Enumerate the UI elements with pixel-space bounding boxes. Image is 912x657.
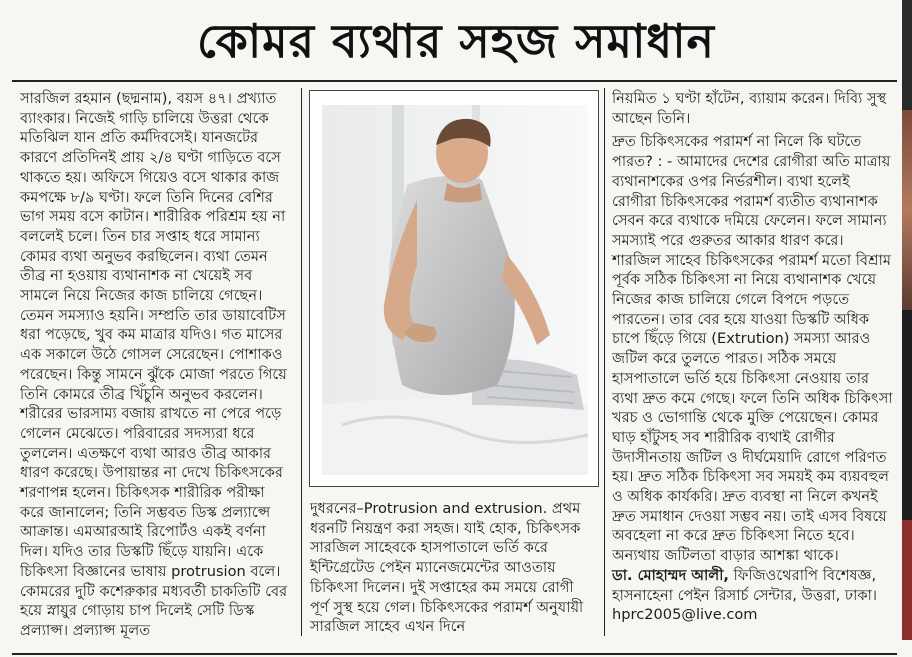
author-signature: [612, 566, 895, 625]
article-column-3: [612, 89, 895, 625]
column-divider-right: [604, 88, 605, 636]
author-details: ফিজিওথেরাপি বিশেষজ্ঞ, হাসনাহেনা পেইন রিসার্চ সেন্টার, উত্তরা, ঢাকা। hprc2005@live.com: [612, 566, 878, 624]
article-column-1: [20, 89, 293, 641]
adjacent-page-edge-dark: [902, 310, 912, 520]
author-name: ডা. মোহাম্মদ আলী,: [612, 566, 729, 584]
column-divider-left: [301, 88, 302, 636]
adjacent-page-edge: [902, 0, 912, 110]
adjacent-page-edge-red: [902, 520, 912, 640]
adjacent-page-edge-photo: [902, 110, 912, 310]
paragraph: দুধরনের–Protrusion and extrusion. প্রথম ধরনটি নিয়ন্ত্রণ করা সহজ। যাই হোক, চিকিৎসক সারজিল সাহেবকে হাসপাতালে ভর্তি করে ইন্টিগ্রেটেড পেইন ম্যানেজমেন্টের আওতায় চিকিৎসা দিলেন। দুই সপ্তাহের কম সময়ে রোগী পূর্ণ সুস্থ হয়ে গেল। চিকিৎসকের পরামর্শ অনুযায়ী সারজিল সাহেব এখন দিনে: [310, 500, 584, 636]
article-column-2: [310, 499, 595, 637]
paragraph: নিয়মিত ১ ঘণ্টা হাঁটেন, ব্যায়াম করেন। দিব্যি সুস্থ আছেন তিনি।: [612, 90, 887, 127]
paragraph: দ্রুত চিকিৎসকের পরামর্শ না নিলে কি ঘটতে পারত? : - আমাদের দেশের রোগীরা অতি মাত্রায় ব্যথানাশকের ওপর নির্ভরশীল। ব্যথা হলেই রোগীরা চিকিৎসকের পরামর্শ ব্যতীত ব্যথানাশক সেবন করে ব্যথাকে দমিয়ে ফেলেন। ফলে সামান্য সমস্যাই পরে গুরুতর আকার ধারণ করে। শারজিল সাহেব চিকিৎসকের পরামর্শ মতো বিশ্রাম পূর্বক সঠিক চিকিৎসা না নিয়ে ব্যথানাশক খেয়ে নিজের কাজ চালিয়ে গেলে বিপদে পড়তে পারতেন। তার বের হয়ে যাওয়া ডিস্কটি অধিক চাপে ছিঁড়ে গিয়ে (Extrution) সমস্যা আরও জটিল করে তুলতে পারত। সঠিক সময়ে হাসপাতালে ভর্তি হয়ে চিকিৎসা নেওয়ায় তার ব্যথা দ্রুত কমে গেছে। ফলে তিনি অধিক চিকিৎসা খরচ ও ভোগান্তি থেকে মুক্তি পেয়েছেন। কোমর ঘাড় হাঁটুসহ সব শারীরিক ব্যথাই রোগীর উদাসীনতায় জটিল ও দীর্ঘমেয়াদি রোগে পরিণত হয়। দ্রুত সঠিক চিকিৎসা সব সময়ই কম ব্যয়বহুল ও অধিক কার্যকরি। দ্রুত ব্যবস্থা না নিলে কখনই দ্রুত সমাধান দেওয়া সম্ভব নয়। তাই এসব বিষয়ে অবহেলা না করে দ্রুত চিকিৎসা নিতে হবে। অন্যথায় জটিলতা বাড়ার আশঙ্কা থাকে।: [612, 133, 893, 565]
paragraph: সারজিল রহমান (ছদ্মনাম), বয়স ৪৭। প্রখ্যাত ব্যাংকার। নিজেই গাড়ি চালিয়ে উত্তরা থেকে মতিঝিল যান প্রতি কর্মদিবসেই। যানজটের কারণে প্রতিদিনই প্রায় ২/৪ ঘণ্টা গাড়িতে বসে থাকতে হয়। অফিসে গিয়েও বসে থাকার কাজ কমপক্ষে ৮/৯ ঘণ্টা। ফলে তিনি দিনের বেশির ভাগ সময় বসে কাটান। শারীরিক পরিশ্রম হয় না বললেই চলে। তিন চার সপ্তাহ ধরে সামান্য কোমর ব্যথা অনুভব করছিলেন। ব্যথা তেমন তীব্র না হওয়ায় ব্যথানাশক না খেয়েই সব সামলে নিয়ে নিজের কাজ চালিয়ে গেছেন। তেমন সমস্যাও হয়নি। সম্প্রতি তার ডায়াবেটিস ধরা পড়েছে, খুব কম মাত্রার যদিও। গত মাসের এক সকালে উঠে গোসল সেরেছেন। পোশাকও পরেছেন। কিন্তু সামনে ঝুঁকে মোজা পরতে গিয়ে তিনি কোমরে তীব্র খিঁচুনি অনুভব করলেন। শরীরের ভারসাম্য বজায় রাখতে না পেরে পড়ে গেলেন মেঝেতে। পরিবারের সদস্যরা ধরে তুললেন। এতক্ষণে ব্যথা আরও তীব্র আকার ধারণ করেছে। উপায়ান্তর না দেখে চিকিৎসকের শরণাপন্ন হলেন। চিকিৎসক শারীরিক পরীক্ষা করে জানালেন; তিনি সম্ভবত ডিস্ক প্রল্যাপ্সে আক্রান্ত। এমআরআই রিপোর্টও একই বর্ণনা দিল। যদিও তার ডিস্কটি ছিঁড়ে যায়নি। একে চিকিৎসা বিজ্ঞানের ভাষায় protrusion বলে। কোমরের দুটি কশেরুকার মধ্যবর্তী চাকতিটি বের হয়ে স্নায়ুর গোড়ায় চাপ দিলেই সেটি ডিস্ক প্রল্যাপ্স। প্রল্যাপ্স মূলত: [20, 90, 288, 639]
article-photo: [309, 90, 599, 487]
man-with-back-pain-illustration: [322, 105, 588, 475]
bottom-rule: [12, 653, 897, 655]
bed-sheet: [322, 398, 588, 476]
headline: কোমর ব্যথার সহজ সমাধান: [196, 14, 715, 68]
top-rule: [12, 80, 897, 82]
